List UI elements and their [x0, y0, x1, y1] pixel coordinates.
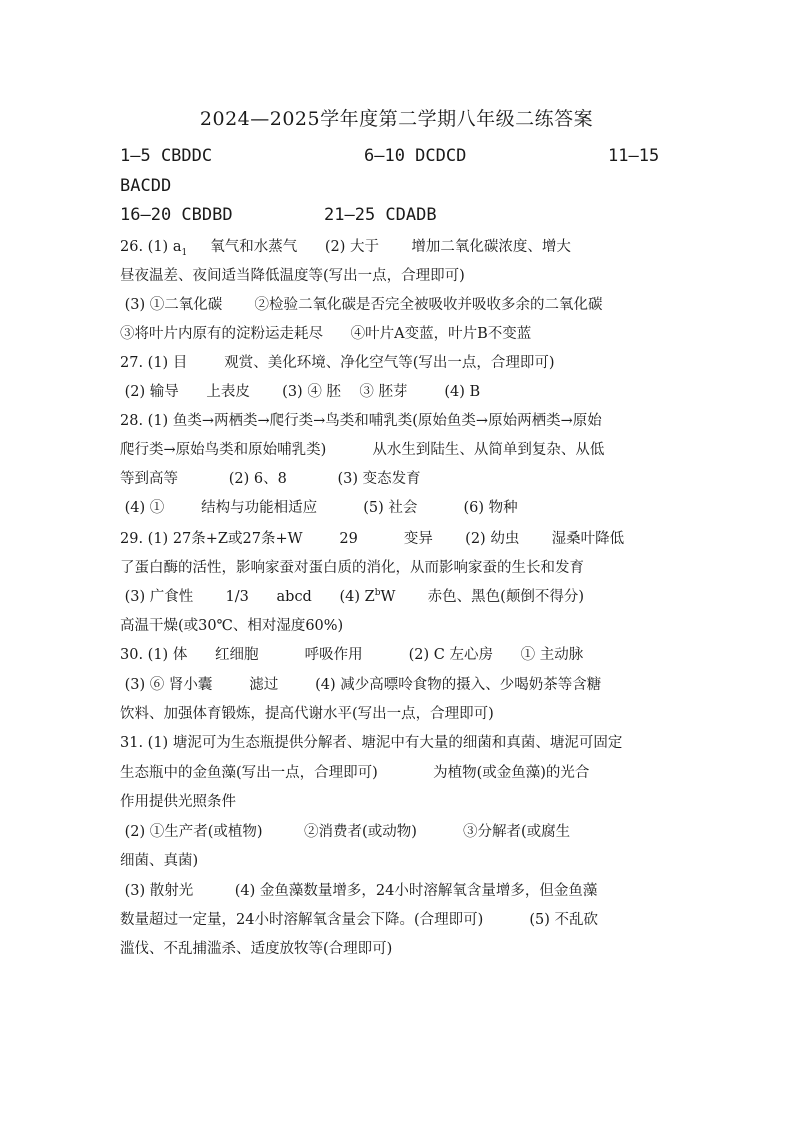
q29-line-3 [120, 585, 584, 606]
q26-line-1 [120, 235, 571, 258]
q26-part1-text: 26. (1) a [120, 239, 182, 255]
q27-line-1: 27. (1) 目 观赏、美化环境、净化空气等(写出一点，合理即可) [120, 355, 555, 371]
q31-line-1: 31. (1) 塘泥可为生态瓶提供分解者、塘泥中有大量的细菌和真菌、塘泥可固定 [120, 735, 623, 751]
q28-line-1: 28. (1) 鱼类→两栖类→爬行类→鸟类和哺乳类(原始鱼类→原始两栖类→原始 [120, 413, 602, 429]
q27-line-2: (2) 输导 上表皮 (3) ④ 胚 ③ 胚芽 (4) B [120, 384, 481, 400]
q29-line-2: 了蛋白酶的活性，影响家蚕对蛋白质的消化，从而影响家蚕的生长和发育 [120, 560, 584, 576]
q31-line-2: 生态瓶中的金鱼藻(写出一点，合理即可) 为植物(或金鱼藻)的光合 [120, 765, 590, 781]
mcq-row-21-25: 21—25 CDADB [324, 205, 437, 225]
q31-line-3: 作用提供光照条件 [120, 794, 236, 810]
q29-line-1: 29. (1) 27条+Z或27条+W 29 变异 (2) 幼虫 湿桑叶降低 [120, 531, 625, 547]
q31-line-4: (2) ①生产者(或植物) ②消费者(或动物) ③分解者(或腐生 [120, 824, 571, 840]
q28-line-3: 等到高等 (2) 6、8 (3) 变态发育 [120, 471, 421, 487]
q29-line-3-rest: W 赤色、黑色(颠倒不得分) [380, 589, 584, 605]
page-title: 2024—2025学年度第二学期八年级二练答案 [199, 108, 594, 130]
q26-subscript: 1 [181, 247, 188, 258]
mcq-row-11-15-answers: BACDD [120, 176, 172, 196]
mcq-row-16-20: 16—20 CBDBD [120, 205, 233, 225]
q29-line-4: 高温干燥(或30℃、相对湿度60%) [120, 618, 344, 634]
q30-line-3: 饮料、加强体育锻炼，提高代谢水平(写出一点，合理即可) [120, 706, 494, 722]
q30-line-1: 30. (1) 体 红细胞 呼吸作用 (2) C 左心房 ① 主动脉 [120, 647, 584, 663]
q28-line-2: 爬行类→原始鸟类和原始哺乳类) 从水生到陆生、从简单到复杂、从低 [120, 442, 605, 458]
mcq-row-1-5: 1—5 CBDDC [120, 146, 213, 166]
q29-superscript: b [374, 588, 381, 599]
q31-line-5: 细菌、真菌) [120, 853, 199, 869]
q29-line-3-text: (3) 广食性 1/3 abcd (4) Z [120, 589, 375, 605]
mcq-row-11-15-label: 11—15 [608, 146, 660, 166]
q28-line-4: (4) ① 结构与功能相适应 (5) 社会 (6) 物种 [120, 500, 518, 516]
q26-part1-rest: 氧气和水蒸气 (2) 大于 增加二氧化碳浓度、增大 [187, 239, 571, 255]
mcq-row-6-10: 6—10 DCDCD [364, 146, 467, 166]
q26-line-2: 昼夜温差、夜间适当降低温度等(写出一点，合理即可) [120, 268, 465, 284]
q26-line-3: (3) ①二氧化碳 ②检验二氧化碳是否完全被吸收并吸收多余的二氧化碳 [120, 297, 603, 313]
q26-line-4: ③将叶片内原有的淀粉运走耗尽 ④叶片A变蓝，叶片B不变蓝 [120, 326, 532, 342]
q31-line-8: 滥伐、不乱捕滥杀、适度放牧等(合理即可) [120, 941, 393, 957]
q31-line-7: 数量超过一定量，24小时溶解氧含量会下降。(合理即可) (5) 不乱砍 [120, 912, 599, 928]
q31-line-6: (3) 散射光 (4) 金鱼藻数量增多，24小时溶解氧含量增多，但金鱼藻 [120, 883, 598, 899]
q30-line-2: (3) ⑥ 肾小囊 滤过 (4) 减少高嘌呤食物的摄入、少喝奶茶等含糖 [120, 677, 602, 693]
